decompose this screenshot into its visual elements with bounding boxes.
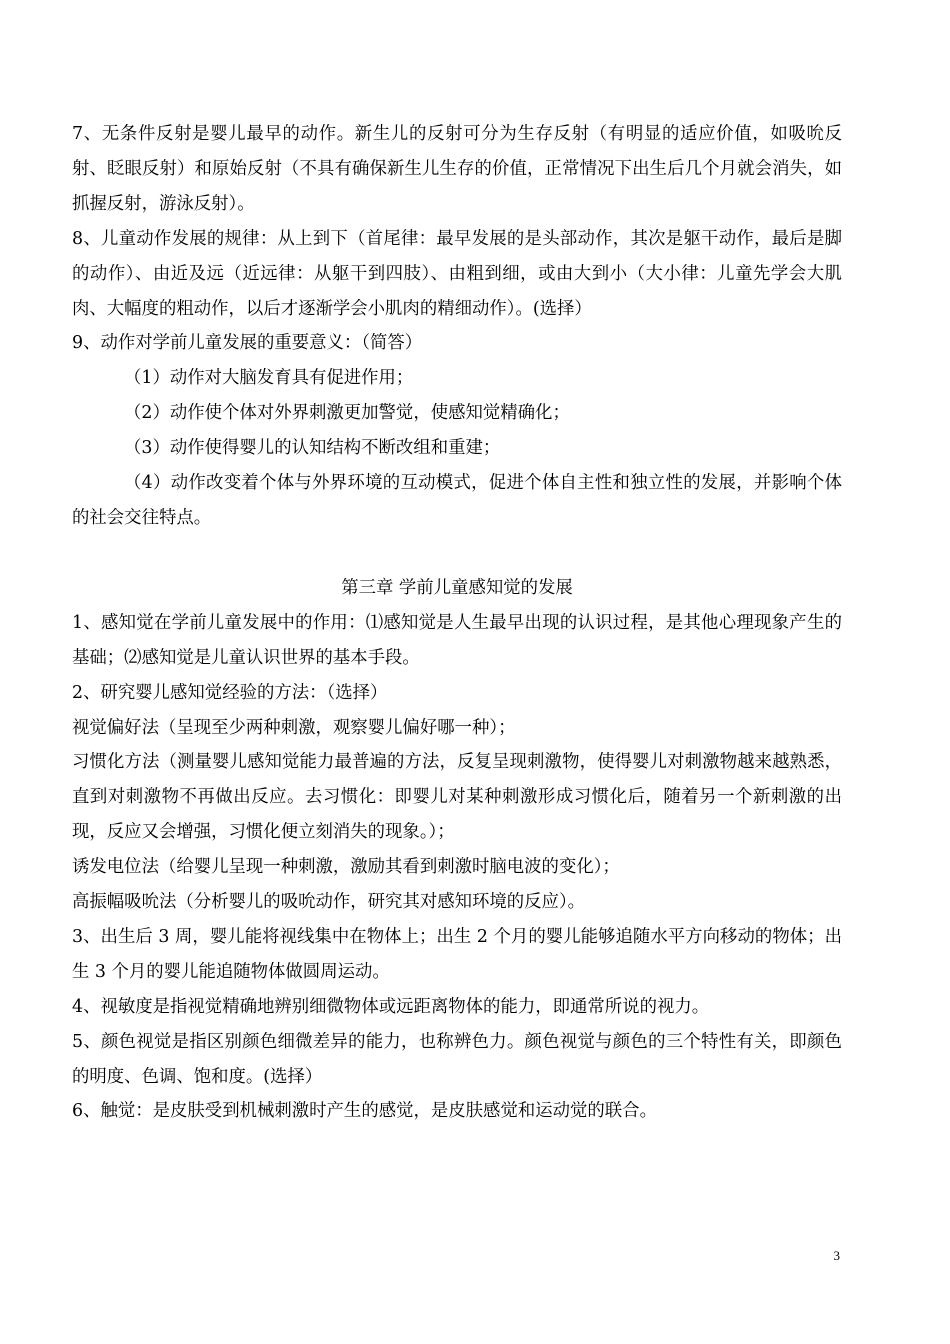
- method-item: 诱发电位法（给婴儿呈现一种刺激，激励其看到刺激时脑电波的变化）；: [72, 857, 620, 878]
- paragraph-item-8: 8、儿童动作发展的规律：从上到下（首尾律：最早发展的是头部动作，其次是躯干动作，最后是脚的动作）、由近及远（近远律：从躯干到四肢）、由粗到细，或由大到小（大小律：儿童先学会大肌肉、大幅度的粗动作，以后才逐渐学会小肌肉的精细动作）。(选择）: [72, 228, 842, 319]
- list-item: （1）动作对大脑发育具有促进作用；: [124, 368, 414, 389]
- page-number: 3: [833, 1248, 840, 1263]
- paragraph-item-3: 3、出生后 3 周，婴儿能将视线集中在物体上；出生 2 个月的婴儿能够追随水平方向移动的物体；出生 3 个月的婴儿能追随物体做圆周运动。: [72, 926, 842, 982]
- chapter-title: 第三章 学前儿童感知觉的发展: [341, 577, 573, 598]
- paragraph-item-4: 4、视敏度是指视觉精确地辨别细微物体或远距离物体的能力，即通常所说的视力。: [72, 996, 710, 1017]
- list-item: （4）动作改变着个体与外界环境的互动模式，促进个体自主性和独立性的发展，并影响个体的社会交往特点。: [72, 473, 842, 528]
- paragraph-item-9-title: 9、动作对学前儿童发展的重要意义：（简答）: [72, 333, 423, 354]
- paragraph-item-5: 5、颜色视觉是指区别颜色细微差异的能力，也称辨色力。颜色视觉与颜色的三个特性有关，即颜色的明度、色调、饱和度。(选择）: [72, 1031, 842, 1087]
- paragraph-item-2-title: 2、研究婴儿感知觉经验的方法：（选择）: [72, 682, 388, 703]
- page-content: [72, 117, 842, 1129]
- method-item: 视觉偏好法（呈现至少两种刺激，观察婴儿偏好哪一种）；: [72, 717, 516, 738]
- paragraph-item-1: 1、感知觉在学前儿童发展中的作用：⑴感知觉是人生最早出现的认识过程，是其他心理现象产生的基础；⑵感知觉是儿童认识世界的基本手段。: [72, 612, 842, 668]
- paragraph-item-7: 7、无条件反射是婴儿最早的动作。新生儿的反射可分为生存反射（有明显的适应价值，如吸吮反射、眨眼反射）和原始反射（不具有确保新生儿生存的价值，正常情况下出生后几个月就会消失，如抓握反射，游泳反射）。: [72, 124, 842, 214]
- method-item: 高振幅吸吮法（分析婴儿的吸吮动作，研究其对感知环境的反应）。: [72, 892, 586, 913]
- paragraph-item-6: 6、触觉：是皮肤受到机械刺激时产生的感觉，是皮肤感觉和运动觉的联合。: [72, 1101, 657, 1122]
- method-item: 习惯化方法（测量婴儿感知觉能力最普遍的方法，反复呈现刺激物，使得婴儿对刺激物越来越熟悉，直到对刺激物不再做出反应。去习惯化：即婴儿对某种刺激形成习惯化后，随着另一个新刺激的出现，反应又会增强，习惯化便立刻消失的现象。）；: [72, 752, 842, 843]
- list-item: （3）动作使得婴儿的认知结构不断改组和重建；: [124, 438, 501, 459]
- list-item: （2）动作使个体对外界刺激更加警觉，使感知觉精确化；: [124, 403, 570, 424]
- section-gap: [72, 536, 842, 571]
